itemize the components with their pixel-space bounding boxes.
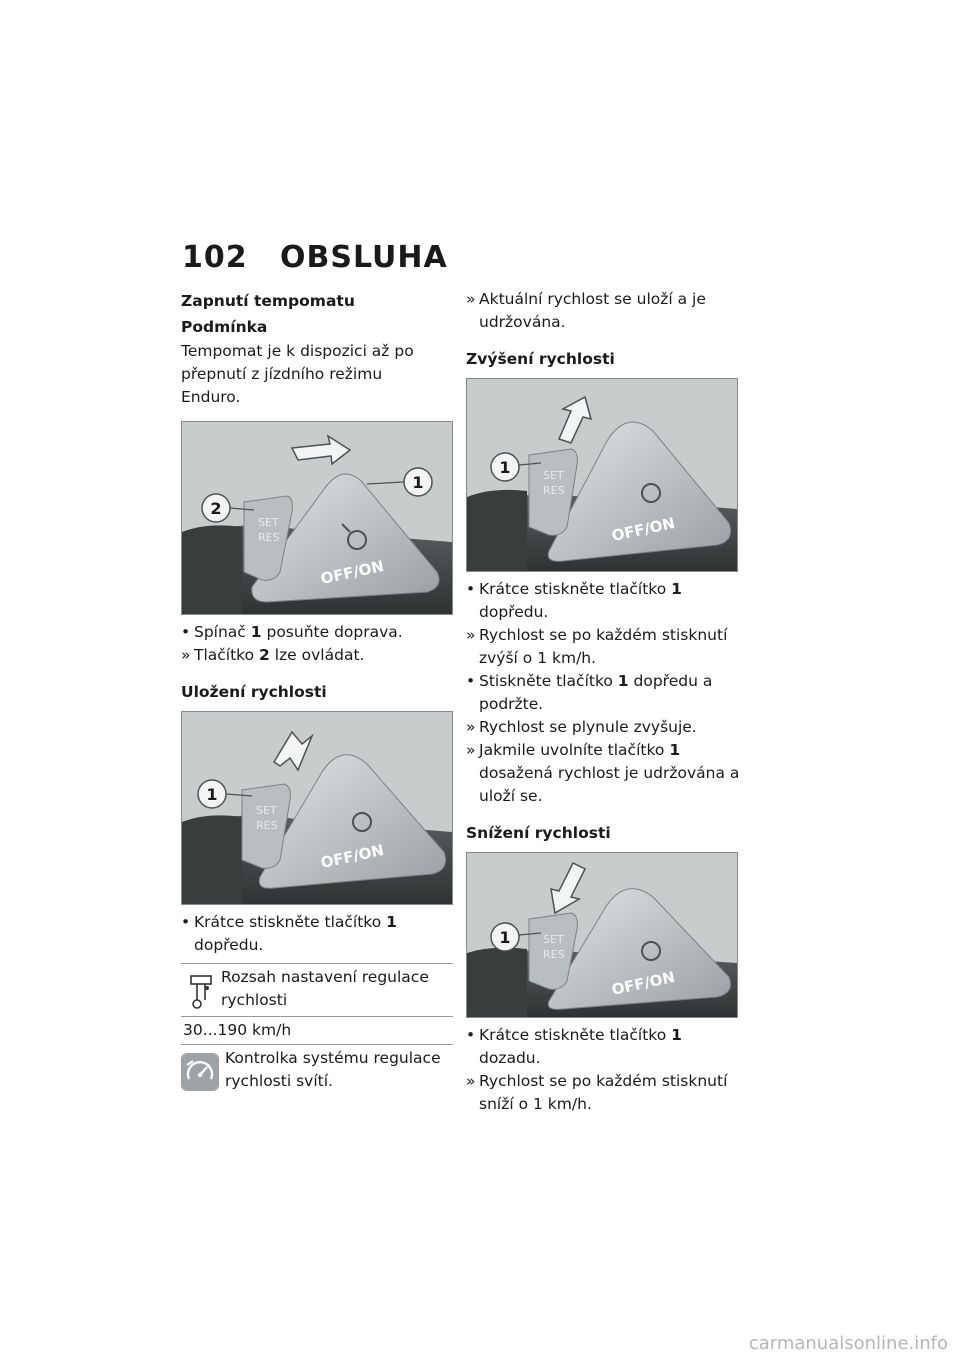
- set-label: SET: [258, 516, 279, 529]
- spec-value: 30...190 km/h: [183, 1021, 292, 1039]
- list-item: » Jakmile uvolníte tlačítko 1 dosažená rychlost je udržována a uloží se.: [466, 741, 740, 805]
- figure-save-speed: [181, 711, 453, 905]
- list-item: • Krátce stiskněte tlačítko 1 dopředu.: [181, 913, 397, 954]
- callout-1: 1: [499, 928, 511, 947]
- callout-2: 2: [210, 499, 222, 518]
- list-item: » Tlačítko 2 lze ovládat.: [181, 646, 365, 664]
- res-label: RES: [256, 819, 278, 832]
- res-label: RES: [543, 948, 565, 961]
- offon-label: OFF/ON: [319, 556, 386, 588]
- steps-decrease: [466, 1024, 738, 1116]
- left-column: [181, 288, 453, 1093]
- section-heading-decrease: Snížení rychlosti: [466, 824, 611, 842]
- page-header: [182, 240, 448, 275]
- wrench-tool-icon: [181, 966, 221, 1010]
- callout-1: 1: [206, 785, 218, 804]
- list-item: • Stiskněte tlačítko 1 dopředu a podržte.: [466, 672, 713, 713]
- res-label: RES: [258, 531, 280, 544]
- res-label: RES: [543, 484, 565, 497]
- right-column: [466, 288, 738, 1116]
- section-heading-save: Uložení rychlosti: [181, 683, 327, 701]
- condition-text: Tempomat je k dispozici až po přepnutí z jízdního režimu Enduro.: [181, 342, 414, 406]
- watermark: carmanualsonline.info: [748, 1333, 948, 1354]
- callout-1: 1: [412, 473, 424, 492]
- condition-heading: Podmínka: [181, 318, 268, 336]
- note-text: Kontrolka systému regulace rychlosti svítí.: [225, 1049, 441, 1090]
- offon-label: OFF/ON: [610, 967, 677, 999]
- section-heading-increase: Zvýšení rychlosti: [466, 350, 615, 368]
- callout-1: 1: [499, 458, 511, 477]
- figure-switch-slide: [181, 421, 453, 615]
- spec-label: Rozsah nastavení regulace rychlosti: [221, 968, 429, 1009]
- steps-enable: [181, 621, 453, 667]
- list-item: » Rychlost se po každém stisknutí zvýší o 1 km/h.: [466, 626, 728, 667]
- offon-label: OFF/ON: [610, 513, 677, 545]
- steps-save: [181, 911, 453, 957]
- list-item: » Rychlost se po každém stisknutí sníží o 1 km/h.: [466, 1072, 728, 1113]
- list-item: » Aktuální rychlost se uloží a je udržována.: [466, 290, 706, 331]
- figure-increase-speed: [466, 378, 738, 572]
- cruise-control-indicator-icon: [181, 1053, 219, 1091]
- figure-decrease-speed: [466, 852, 738, 1018]
- offon-label: OFF/ON: [319, 840, 386, 872]
- section-heading-enable: Zapnutí tempomatu: [181, 292, 355, 310]
- section-title: OBSLUHA: [280, 240, 448, 275]
- list-item: • Krátce stiskněte tlačítko 1 dopředu.: [466, 580, 682, 621]
- set-label: SET: [543, 933, 564, 946]
- list-item: • Krátce stiskněte tlačítko 1 dozadu.: [466, 1026, 682, 1067]
- steps-increase: [466, 578, 738, 808]
- list-item: • Spínač 1 posuňte doprava.: [181, 623, 403, 641]
- set-label: SET: [256, 804, 277, 817]
- page-number: 102: [182, 240, 248, 275]
- list-item: » Rychlost se plynule zvyšuje.: [466, 718, 697, 736]
- indicator-note: [181, 1047, 453, 1093]
- set-label: SET: [543, 469, 564, 482]
- spec-header: [181, 964, 453, 1017]
- spec-table: [181, 963, 453, 1045]
